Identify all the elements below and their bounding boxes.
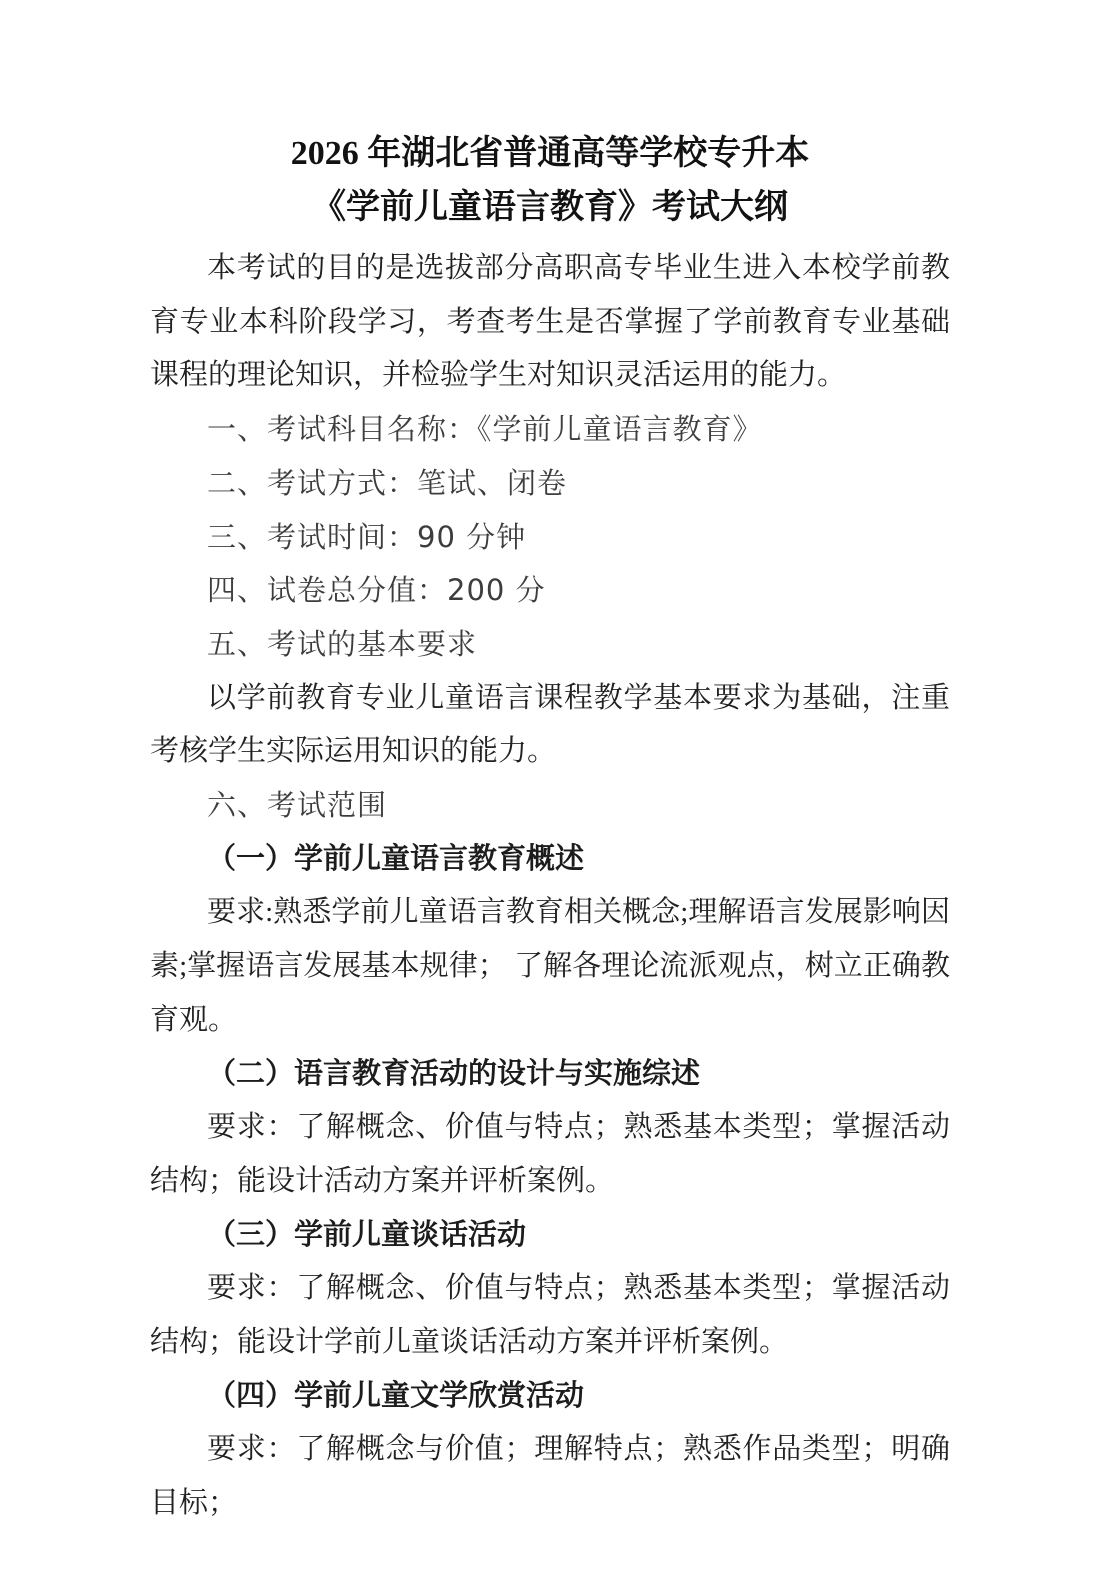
subheading-section-2-activity-design: （二）语言教育活动的设计与实施综述 xyxy=(207,1057,701,1090)
paragraph-section-4-requirements: 要求：了解概念与价值；理解特点；熟悉作品类型；明确目标； xyxy=(150,1433,950,1520)
heading-subject-name: 一、考试科目名称：《学前儿童语言教育》 xyxy=(207,412,763,447)
subheading-section-1-overview: （一）学前儿童语言教育概述 xyxy=(207,842,585,875)
paragraph-section-1-requirements: 要求:熟悉学前儿童语言教育相关概念;理解语言发展影响因素;掌握语言发展基本规律； 了解各理论流派观点，树立正确教育观。 xyxy=(150,896,950,1036)
heading-exam-duration: 三、考试时间：90 分钟 xyxy=(207,519,527,554)
paragraph-basic-requirements: 以学前教育专业儿童语言课程教学基本要求为基础，注重考核学生实际运用知识的能力。 xyxy=(150,681,950,768)
paragraph-exam-purpose: 本考试的目的是选拔部分高职高专毕业生进入本校学前教育专业本科阶段学习，考查考生是否掌握了学前教育专业基础课程的理论知识，并检验学生对知识灵活运用的能力。 xyxy=(150,252,950,392)
heading-exam-scope: 六、考试范围 xyxy=(207,788,388,823)
document-title-line-2: 《学前儿童语言教育》考试大纲 xyxy=(312,189,788,226)
subheading-section-3-conversation-activity: （三）学前儿童谈话活动 xyxy=(207,1218,527,1251)
heading-basic-requirements: 五、考试的基本要求 xyxy=(207,626,478,661)
heading-total-score: 四、试卷总分值：200 分 xyxy=(207,573,546,608)
heading-exam-format: 二、考试方式：笔试、闭卷 xyxy=(207,465,568,500)
paragraph-section-3-requirements: 要求：了解概念、价值与特点；熟悉基本类型；掌握活动结构；能设计学前儿童谈话活动方案并评析案例。 xyxy=(150,1272,950,1359)
paragraph-section-2-requirements: 要求：了解概念、价值与特点；熟悉基本类型；掌握活动结构；能设计活动方案并评析案例。 xyxy=(150,1111,950,1197)
document-title-line-1: 2026 年湖北省普通高等学校专升本 xyxy=(290,135,810,172)
subheading-section-4-literature-appreciation: （四）学前儿童文学欣赏活动 xyxy=(207,1379,585,1412)
